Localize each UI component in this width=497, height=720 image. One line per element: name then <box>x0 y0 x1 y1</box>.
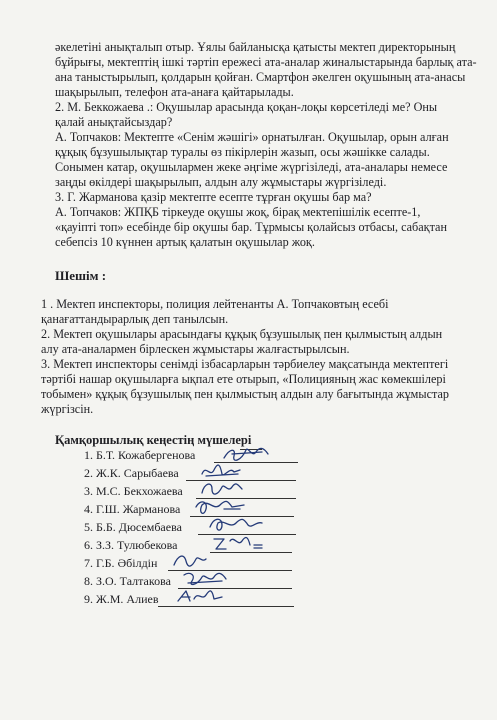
member-row: 5. Б.Б. Дюсембаева <box>84 520 182 534</box>
member-row: 4. Г.Ш. Жарманова <box>84 502 181 516</box>
body-line: әкелетіні анықталып отыр. Ұялы байланысқа қатысты мектеп директорының <box>55 40 456 54</box>
member-row: 1. Б.Т. Кожабергенова <box>84 448 196 462</box>
decision-line: 1 . Мектеп инспекторы, полиция лейтенанты А. Топчаковтың есебі <box>41 297 389 311</box>
member-row: 2. Ж.К. Сарыбаева <box>84 466 179 480</box>
council-heading: Қамқоршылық кеңестің мүшелері <box>55 433 252 447</box>
decision-line: 2. Мектеп оқушылары арасындағы құқық бұзушылық пен қылмыстың алдын <box>41 327 443 341</box>
body-line: ана таныстырылып, қолдарын қойған. Смартфон әкелген оқушының ата-анасы <box>55 70 466 84</box>
body-line: заңды өкілдері шақырылып, алдын алу жұмыстары жүргізіледі. <box>55 175 387 189</box>
body-line: бұйрығы, мектептің ішкі тәртіп ережесі ата-аналар жиналыстарында барлық ата- <box>55 55 477 69</box>
decision-line: 3. Мектеп инспекторы сенімді ізбасарларын тәрбиелеу мақсатында мектептегі <box>41 357 449 371</box>
decision-heading: Шешім : <box>55 268 107 283</box>
signature-icon <box>212 533 264 553</box>
signature-icon <box>222 444 272 464</box>
body-line: қалай анықтайсыздар? <box>55 115 173 129</box>
signature-icon <box>176 587 224 607</box>
body-line: 2. М. Беккожаева .: Оқушылар арасында қоқан-лоқы көрсетіледі ме? Оны <box>55 100 438 114</box>
signature-icon <box>194 497 248 517</box>
body-line: Сонымен катар, оқушылармен жеке әңгіме жүргізіледі, ата-аналары немесе <box>55 160 448 174</box>
decision-line: алу ата-аналармен бірлескен жұмыстары жалғастырылсын. <box>41 342 350 356</box>
decision-line: тобымен» құқық бұзушылық пен қылмыстың алдын алу бағытында жұмыстар <box>41 387 449 401</box>
decision-line: жүргізсін. <box>41 402 94 416</box>
body-line: «қауіпті топ» есебінде бір оқушы бар. Тұрмысы қолайсыз отбасы, сабақтан <box>55 220 447 234</box>
body-line: А. Топчаков: Мектепте «Сенім жәшігі» орнатылған. Оқушылар, орын алған <box>55 130 449 144</box>
signature-icon <box>172 551 212 571</box>
member-row: 6. З.З. Тулюбекова <box>84 538 178 552</box>
decision-line: қанағаттандырарлық деп танылсын. <box>41 312 229 326</box>
signature-icon <box>200 479 244 499</box>
body-line: құқық бұзушылықтар туралы өз пікірлерін жазып, осы жәшікке салады. <box>55 145 430 159</box>
signature-icon <box>182 569 228 589</box>
member-row: 8. З.О. Талтакова <box>84 574 171 588</box>
body-line: себепсіз 10 күннен артық қалатын оқушылар жоқ. <box>55 235 315 249</box>
body-line: 3. Г. Жарманова қазір мектепте есепте тұрған оқушы бар ма? <box>55 190 372 204</box>
body-line: шақырылып, телефон ата-анаға қайтарылады. <box>55 85 294 99</box>
member-row: 9. Ж.М. Алиев <box>84 592 159 606</box>
signature-icon <box>208 515 264 535</box>
member-row: 3. М.С. Бекхожаева <box>84 484 183 498</box>
body-line: А. Топчаков: ЖПҚБ тіркеуде оқушы жоқ, бірақ мектепішілік есепте-1, <box>55 205 421 219</box>
decision-line: тәртібі нашар оқушыларға ықпал ете отырып, «Полицияның жас көмекшілері <box>41 372 446 386</box>
member-row: 7. Г.Б. Әбілдін <box>84 556 158 570</box>
